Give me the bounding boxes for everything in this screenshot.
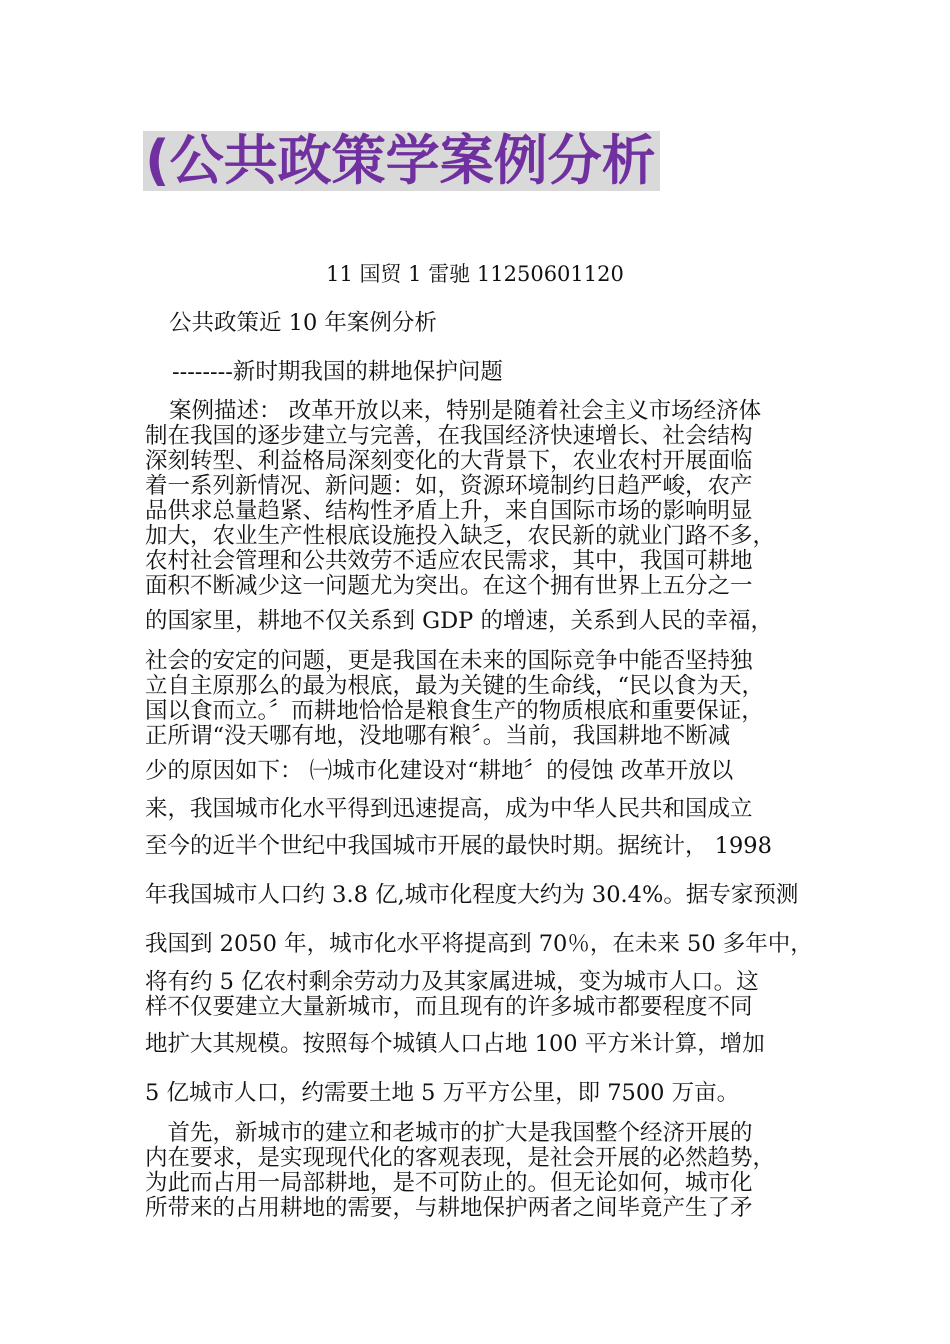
text-line: 案例描述： 改革开放以来，特别是随着社会主义市场经济体 [169,398,762,424]
text-line: 立自主原那么的最为根底，最为关键的生命线，“民以食为天， [145,673,765,699]
text-line-7500: 5 亿城市人口，约需要土地 5 万平方公里，即 7500 万亩。 [145,1080,740,1106]
text-line: 农村社会管理和公共效劳不适应农民需求，其中，我国可耕地 [145,548,753,574]
text-line: 加大，农业生产性根底设施投入缺乏，农民新的就业门路不多， [145,523,776,549]
text-line: 社会的安定的问题，更是我国在未来的国际竞争中能否坚持独 [145,648,753,674]
text-line: 正所谓“没天哪有地，没地哪有粮〞。当前，我国耕地不断减 [145,723,731,749]
paragraph-1-block-1 [145,399,825,599]
document-title: (公共政策学案例分析 [143,131,660,191]
paragraph-2 [145,1121,825,1221]
text-line: 所带来的占用耕地的需要，与耕地保护两者之间毕竟产生了矛 [145,1195,753,1221]
text-line: 着一系列新情况、新问题：如，资源环境制约日趋严峻，农产 [145,473,753,499]
text-line: 品供求总量趋紧、结构性矛盾上升，来自国际市场的影响明显 [145,498,753,524]
topic-heading: --------新时期我国的耕地保护问题 [172,359,503,385]
subtitle: 公共政策近 10 年案例分析 [169,310,437,336]
text-line: 制在我国的逐步建立与完善，在我国经济快速增长、社会结构 [145,423,753,449]
text-line-reason: 少的原因如下： ㈠城市化建设对“耕地〞的侵蚀 改革开放以 [145,758,734,784]
author-line: 11 国贸 1 雷驰 11250601120 [326,262,624,286]
text-line: 首先，新城市的建立和老城市的扩大是我国整个经济开展的 [145,1120,753,1146]
text-line-half-century: 至今的近半个世纪中我国城市开展的最快时期。据统计， 1998 [145,833,772,859]
text-line-2050: 我国到 2050 年，城市化水平将提高到 70％，在未来 50 多年中， [145,931,813,957]
text-line-gdp: 的国家里，耕地不仅关系到 GDP 的增速，关系到人民的幸福， [145,608,773,634]
text-line: 面积不断减少这一问题尤为突出。在这个拥有世界上五分之一 [145,573,753,599]
text-line: 国以食而立。〞而耕地恰恰是粮食生产的物质根底和重要保证， [145,698,764,724]
text-line: 样不仅要建立大量新城市，而且现有的许多城市都要程度不同 [145,994,753,1020]
text-line: 将有约 5 亿农村剩余劳动力及其家属进城，变为城市人口。这 [145,969,759,995]
text-line-since: 来，我国城市化水平得到迅速提高，成为中华人民共和国成立 [145,796,753,822]
text-line-100-sqm: 地扩大其规模。按照每个城镇人口占地 100 平方米计算，增加 [145,1031,765,1057]
text-line: 深刻转型、利益格局深刻变化的大背景下，农业农村开展面临 [145,448,753,474]
text-line: 为此而占用一局部耕地，是不可防止的。但无论如何，城市化 [145,1170,753,1196]
paragraph-1-block-3 [145,970,825,1020]
paragraph-1-block-2 [145,649,825,749]
text-line-population: 年我国城市人口约 3.8 亿,城市化程度大约为 30.4%。据专家预测 [145,882,799,908]
text-line: 内在要求，是实现现代化的客观表现，是社会开展的必然趋势， [145,1145,776,1171]
